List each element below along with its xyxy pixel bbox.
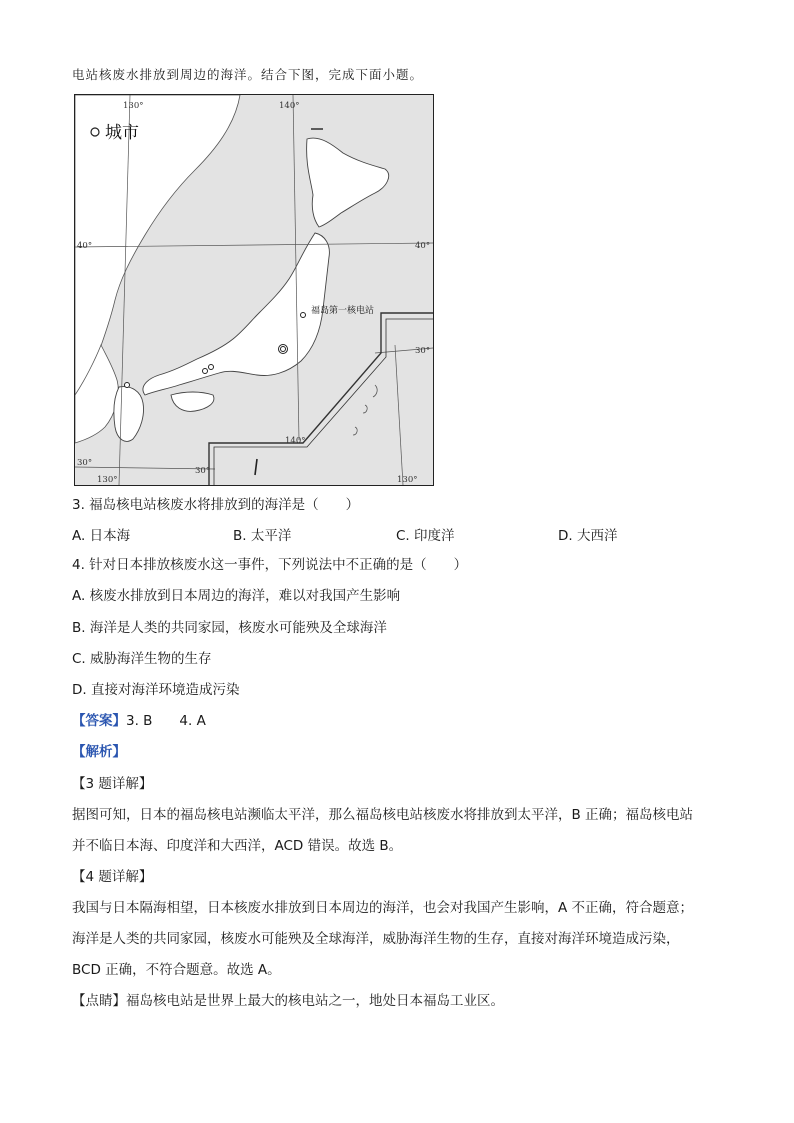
japan-map: [74, 94, 434, 486]
tip-line: [72, 992, 504, 1010]
kyushu-island: [114, 387, 144, 442]
lon-label: 140°: [279, 101, 300, 111]
lat-label: 40°: [77, 241, 93, 251]
city-marker: [209, 365, 214, 370]
lon-label: 130°: [397, 475, 418, 485]
q4-option-c[interactable]: C. 威胁海洋生物的生存: [72, 651, 212, 667]
city-marker: [203, 369, 208, 374]
q4-option-a[interactable]: A. 核废水排放到日本周边的海洋，难以对我国产生影响: [72, 588, 401, 604]
q3-option-b[interactable]: B. 太平洋: [233, 528, 292, 544]
city-marker: [281, 347, 286, 352]
lon-label: 140°: [285, 436, 306, 446]
q4-option-d[interactable]: D. 直接对海洋环境造成污染: [72, 682, 240, 698]
q3-stem: 3. 福岛核电站核废水将排放到的海洋是（ ）: [72, 497, 360, 513]
graticule-130-east: [395, 345, 403, 485]
lat-label: 30°: [195, 466, 211, 476]
q4-option-b[interactable]: B. 海洋是人类的共同家园，核废水可能殃及全球海洋: [72, 620, 387, 636]
city-marker: [301, 313, 306, 318]
analysis-tag: 【解析】: [72, 744, 126, 760]
detail4-line: 我国与日本隔海相望，日本核废水排放到日本周边的海洋，也会对我国产生影响，A 不正确，符合题意；: [72, 900, 694, 916]
detail4-line: 海洋是人类的共同家园，核废水可能殃及全球海洋，威胁海洋生物的生存，直接对海洋环境造成污染，: [72, 931, 680, 947]
detail4-tag: 【4 题详解】: [72, 869, 153, 885]
q3-option-a[interactable]: A. 日本海: [72, 528, 131, 544]
detail4-line: BCD 正确，不符合题意。故选 A。: [72, 962, 281, 978]
island-chain: [353, 385, 377, 435]
detail3-tag: 【3 题详解】: [72, 776, 153, 792]
hokkaido-island: [307, 138, 389, 227]
lat-label: 30°: [77, 458, 93, 468]
lat-label: 40°: [415, 241, 431, 251]
lon-label: 130°: [97, 475, 118, 485]
answer-line: [72, 712, 206, 730]
answer-text: 3. B 4. A: [126, 713, 206, 729]
intro-text: 电站核废水排放到周边的海洋。结合下图，完成下面小题。: [72, 67, 424, 82]
lat-label: 30°: [415, 346, 431, 356]
map-tick: [255, 459, 257, 475]
q4-stem: 4. 针对日本排放核废水这一事件，下列说法中不正确的是（ ）: [72, 557, 468, 573]
fukushima-label: 福岛第一核电站: [311, 306, 375, 316]
q3-option-d[interactable]: D. 大西洋: [558, 528, 618, 544]
lon-label: 130°: [123, 101, 144, 111]
legend-city-label: 城市: [105, 123, 139, 143]
city-marker: [125, 383, 130, 388]
detail3-line: 据图可知，日本的福岛核电站濒临太平洋，那么福岛核电站核废水将排放到太平洋，B 正确；福岛核电站: [72, 807, 694, 823]
shikoku-island: [171, 392, 214, 411]
detail3-line: 并不临日本海、印度洋和大西洋，ACD 错误。故选 B。: [72, 838, 403, 854]
japan-map-drawing: [75, 95, 433, 485]
q3-option-c[interactable]: C. 印度洋: [396, 528, 455, 544]
tip-text: 福岛核电站是世界上最大的核电站之一，地处日本福岛工业区。: [126, 993, 504, 1009]
graticule-30-west: [75, 467, 215, 469]
answer-tag: 【答案】: [72, 713, 126, 729]
tip-tag: 【点睛】: [72, 993, 126, 1009]
